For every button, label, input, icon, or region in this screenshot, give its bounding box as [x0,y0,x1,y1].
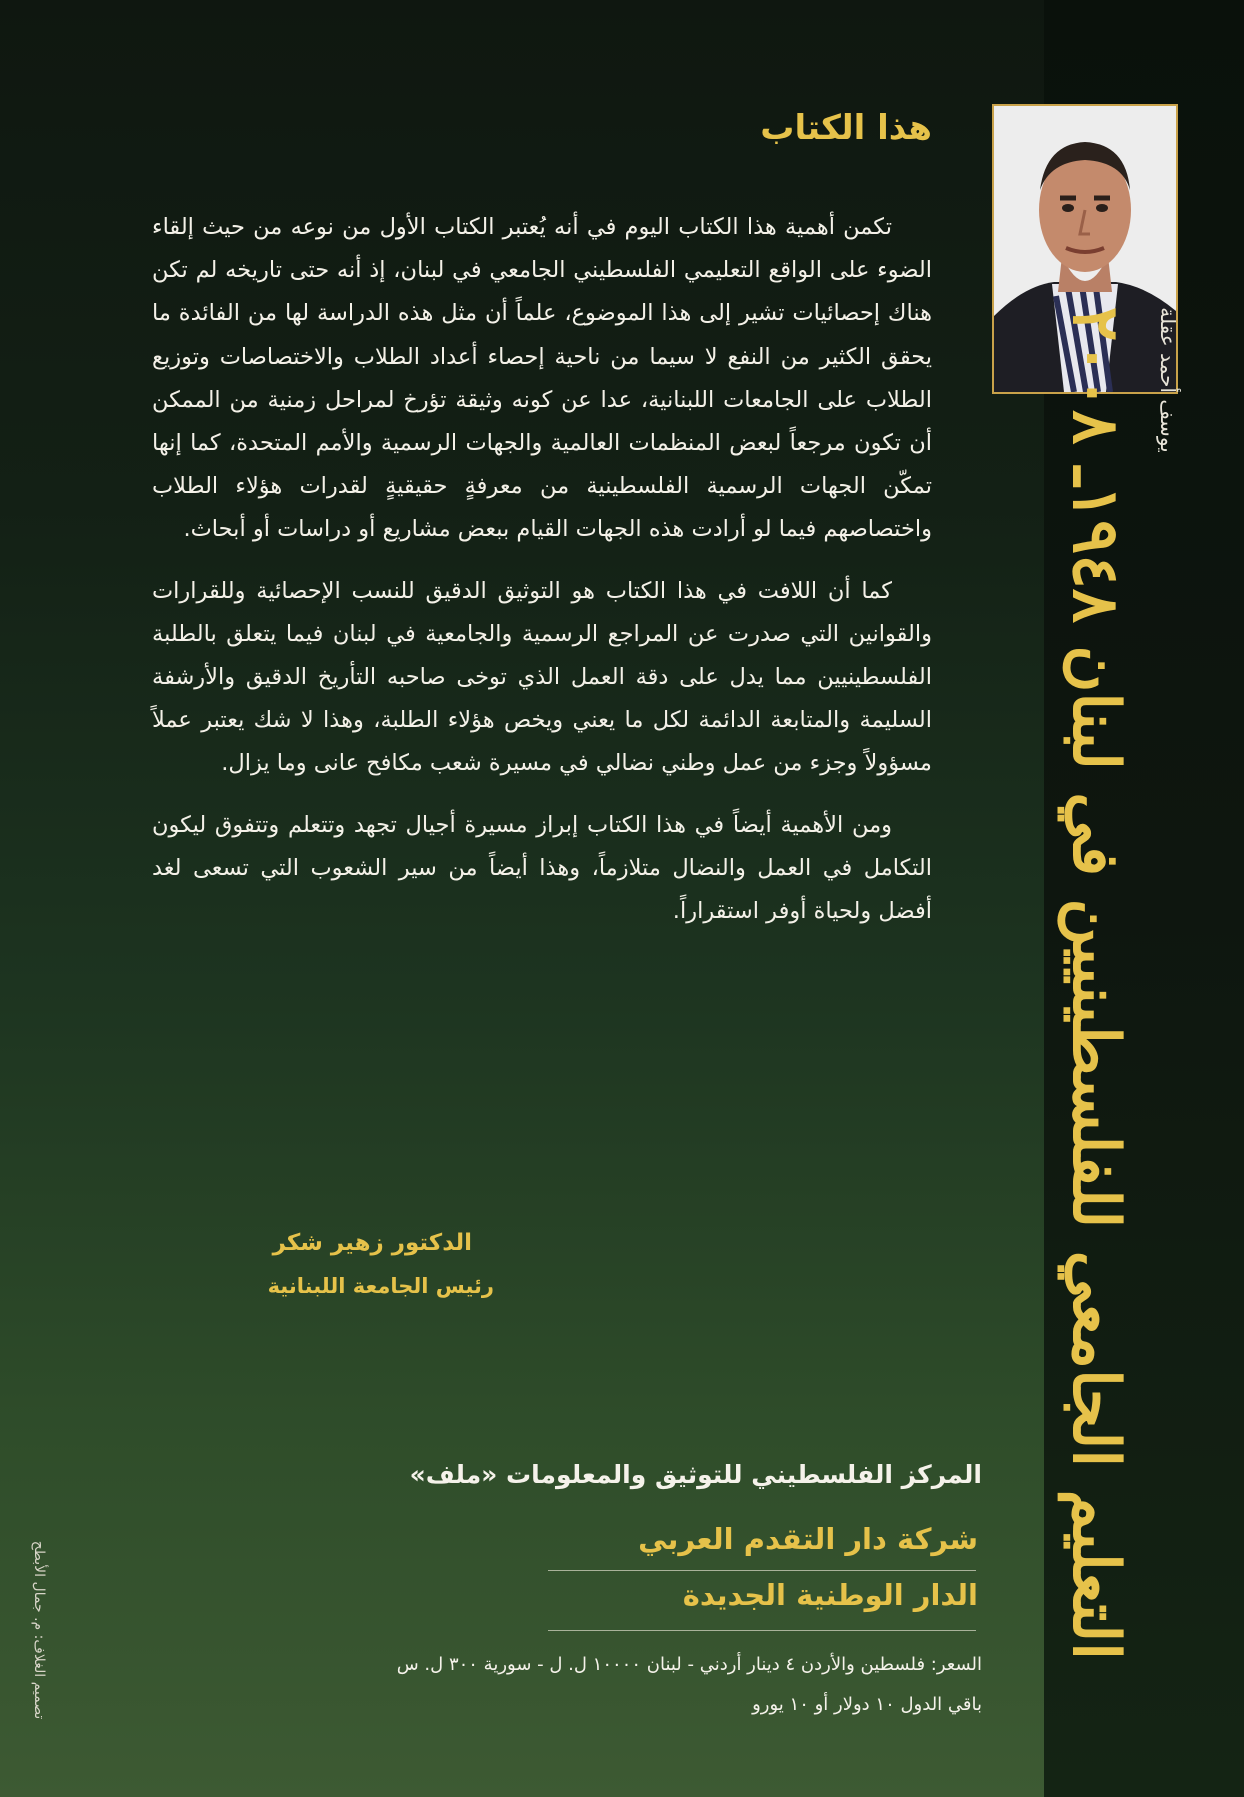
signature-title: رئيس الجامعة اللبنانية [267,1274,494,1298]
price-line-2: باقي الدول ١٠ دولار أو ١٠ يورو [752,1694,982,1715]
spine-title-wrapper [1030,307,1160,1660]
divider [548,1630,976,1631]
publisher-taqadum: شركة دار التقدم العربي [638,1522,978,1556]
publisher-wataniya: الدار الوطنية الجديدة [682,1578,978,1612]
price-line-1: السعر: فلسطين والأردن ٤ دينار أردني - لبنان ١٠٠٠٠ ل. ل - سورية ٣٠٠ ل. س [396,1654,982,1675]
paragraph-2: كما أن اللافت في هذا الكتاب هو التوثيق الدقيق للنسب الإحصائية وللقرارات والقوانين التي صدرت عن المراجع الرسمية والجامعية في لبنان فيما يتعلق بالطلبة الفلسطينيين مما يدل على دقة العمل الذي توخى صاحبه التأريخ الدقيق والأرشفة السليمة والمتابعة الدائمة لكل ما يعني ويخص هؤلاء الطلبة، وهذا لا شك يعتبر عملاً مسؤولاً وجزء من عمل وطني نضالي في مسيرة شعب مكافح عانى وما يزال. [152,577,932,777]
section-heading: هذا الكتاب [760,108,932,148]
divider [548,1570,976,1571]
paragraph-3: ومن الأهمية أيضاً في هذا الكتاب إبراز مسيرة أجيال تجهد وتتعلم وتتفوق ليكون التكامل في العمل والنضال متلازماً، وهذا أيضاً من سير الشعوب التي تسعى لغد أفضل ولحياة أوفر استقراراً. [152,811,932,925]
documentation-center-name: المركز الفلسطيني للتوثيق والمعلومات «ملف» [409,1460,982,1489]
spine-title: التعليم الجامعي للفلسطينيين في لبنان ١٩٤٨ـ ٢٠٠٨ [1058,307,1133,1660]
cover-credit-wrapper [24,1490,54,1770]
paragraph-1: تكمن أهمية هذا الكتاب اليوم في أنه يُعتبر الكتاب الأول من نوعه من حيث إلقاء الضوء على الواقع التعليمي الفلسطيني الجامعي في لبنان، إذ أنه حتى تاريخه لم تكن هناك إحصائيات تشير إلى هذا الموضوع، علماً أن مثل هذه الدراسة لها من الفائدة ما يحقق الكثير من النفع لا سيما من ناحية إحصاء أعداد الطلاب والاختصاصات وتوزيع الطلاب على الجامعات اللبنانية، عدا عن كونه وثيقة تؤرخ لمراحل زمنية من الممكن أن تكون مرجعاً لبعض المنظمات العالمية والجهات الرسمية والأمم المتحدة، كما إنها تمكّن الجهات الرسمية الفلسطينية من معرفةٍ حقيقيةٍ لقدرات هؤلاء الطلاب واختصاصهم فيما لو أرادت هذه الجهات القيام ببعض مشاريع أو دراسات أو أبحاث. [152,214,932,543]
signature-name: الدكتور زهير شكر [272,1230,472,1256]
book-description [152,206,932,951]
cover-design-credit: تصميم الغلاف: م. جمال الأبطح [31,1540,47,1720]
author-caption: يوسف أحمد عقلة [1156,307,1180,453]
